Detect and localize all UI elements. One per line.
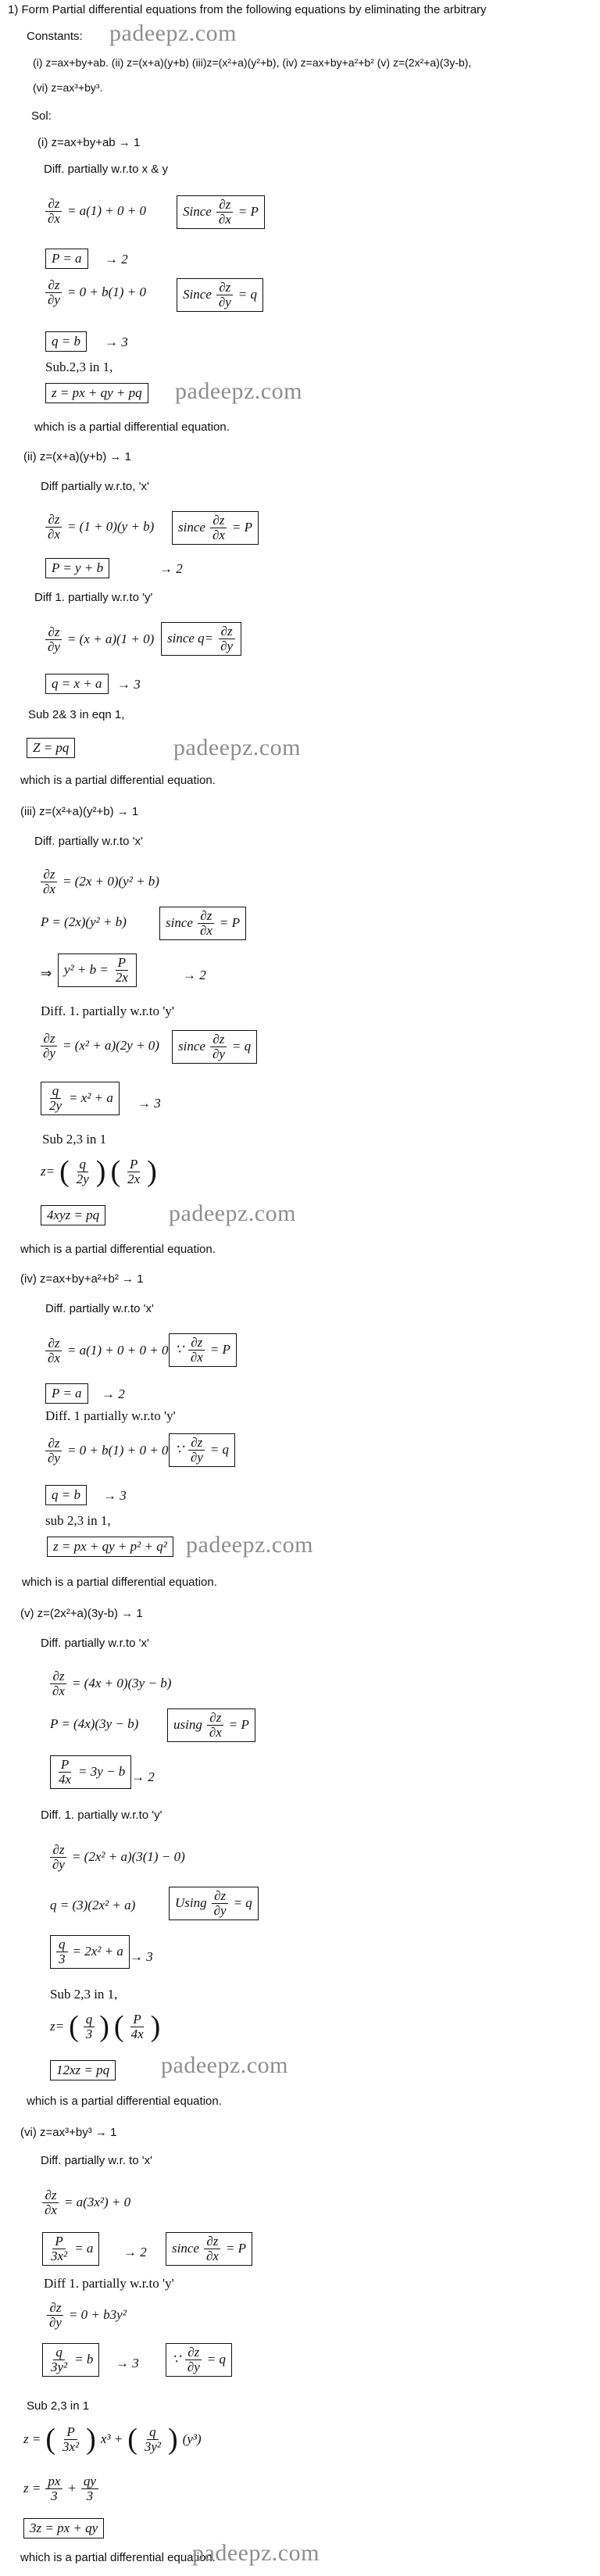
p5-box-1: [50, 1755, 131, 1789]
p5-ref-2: → 2: [131, 1769, 155, 1784]
using-text: using: [173, 1717, 202, 1733]
p5-box-2: [50, 1935, 130, 1969]
p5-diff-label-2: Diff. 1. partially w.r.to 'y': [41, 1809, 162, 1822]
p3-sub: Sub 2,3 in 1: [42, 1132, 107, 1147]
right-paren-icon: ): [168, 2423, 178, 2456]
frac-num: q: [84, 2012, 95, 2027]
p1-result: z = px + qy + pq: [45, 383, 148, 403]
equation-rhs: = q: [206, 2352, 227, 2367]
p4-ref-2: → 2: [102, 1386, 125, 1401]
z-eq: z=: [41, 1164, 55, 1179]
p5-substitution: [50, 2012, 160, 2041]
frac-num: qy: [81, 2474, 98, 2489]
equation-rhs: = P: [231, 520, 252, 535]
frac-den: ∂y: [212, 1046, 225, 1061]
frac-den: ∂x: [209, 1724, 222, 1740]
frac-num: ∂z: [210, 513, 227, 528]
p5-ref-3: → 3: [130, 1949, 153, 1964]
p5-diff-label-1: Diff. partially w.r.to 'x': [41, 1637, 149, 1650]
frac-num: ∂z: [45, 625, 62, 640]
p2-equation-2: [45, 625, 154, 654]
p1-since-box-1: [177, 195, 265, 229]
p6-diff-label-1: Diff. partially w.r. to 'x': [41, 2154, 152, 2167]
p5-equation-2b: q = (3)(2x² + a): [50, 1898, 136, 1912]
since-text: since: [166, 915, 193, 931]
frac-den: ∂x: [212, 527, 225, 542]
equation-rhs: = q: [231, 1039, 252, 1054]
p4-equation-1: [45, 1336, 168, 1365]
frac-den: ∂x: [45, 2202, 57, 2217]
conclusion: which is a partial differential equation.: [22, 1576, 217, 1589]
frac-num: P: [127, 1157, 140, 1172]
p6-box-2: [42, 2343, 99, 2377]
left-paren-icon: (: [127, 2423, 138, 2456]
because-icon: ∵: [172, 2352, 180, 2367]
using-text: Using: [175, 1895, 207, 1911]
frac-den: ∂x: [205, 2248, 219, 2263]
left-paren-icon: (: [113, 2010, 124, 2043]
frac-den: ∂x: [190, 1349, 203, 1365]
p3-ref-3: → 3: [138, 1096, 161, 1111]
p4-sub: sub 2,3 in 1,: [45, 1513, 111, 1528]
implies-icon: ⇒: [41, 966, 52, 981]
frac-num: ∂z: [188, 1436, 205, 1451]
frac-num: ∂z: [207, 1711, 223, 1726]
frac-den: ∂x: [48, 210, 60, 226]
frac-num: ∂z: [50, 1843, 66, 1858]
equation-rhs: = a(1) + 0 + 0 + 0: [66, 1343, 169, 1358]
p2-since-box-1: [172, 511, 259, 545]
equation-rhs: = 0 + b3y²: [68, 2307, 127, 2323]
p6-since-box-2: [166, 2343, 232, 2377]
frac-num: ∂z: [185, 2345, 202, 2360]
frac-num: ∂z: [45, 1336, 62, 1351]
equation-rhs: = P: [209, 1342, 230, 1358]
equation-rhs: = (2x + 0)(y² + b): [62, 874, 159, 889]
p6-title: (vi) z=ax³+by³ → 1: [20, 2126, 117, 2139]
frac-den: 3: [86, 2488, 94, 2503]
p4-diff-label-2: Diff. 1 partially w.r.to 'y': [45, 1408, 176, 1423]
p1-since-box-2: [177, 278, 263, 312]
frac-den: ∂x: [48, 526, 60, 542]
frac-num: ∂z: [188, 1336, 205, 1351]
p3-diff-label-1: Diff. partially w.r.to 'x': [34, 835, 143, 848]
frac-num: P: [52, 2234, 65, 2249]
plus-sign: +: [67, 2481, 77, 2496]
p2-title: (ii) z=(x+a)(y+b) → 1: [23, 450, 131, 463]
p4-title: (iv) z=ax+by+a²+b² → 1: [20, 1272, 144, 1286]
watermark: padeepz.com: [173, 735, 301, 760]
since-text: Since: [183, 204, 212, 220]
p1-sub: Sub.2,3 in 1,: [45, 360, 113, 374]
frac-den: 4x: [130, 2026, 144, 2041]
frac-num: ∂z: [45, 197, 62, 212]
p4-equation-2: [45, 1436, 168, 1465]
frac-den: ∂x: [43, 881, 55, 896]
frac-num: ∂z: [216, 198, 233, 213]
equation-rhs: = (4x + 0)(3y − b): [71, 1676, 172, 1691]
frac-num: P: [59, 1758, 71, 1773]
frac-num: P: [116, 956, 128, 971]
frac-num: ∂z: [45, 1436, 62, 1451]
conclusion: which is a partial differential equation.: [20, 774, 216, 787]
conclusion: which is a partial differential equation.: [27, 2095, 222, 2108]
because-icon: ∵: [175, 1442, 184, 1458]
since-text: Since: [183, 287, 212, 302]
frac-den: 3: [51, 2488, 58, 2503]
equation-rhs: = (2x² + a)(3(1) − 0): [71, 1849, 185, 1865]
frac-den: 3x²: [51, 2248, 68, 2263]
p4-diff-label-1: Diff. partially w.r.to 'x': [45, 1302, 154, 1315]
frac-num: ∂z: [45, 278, 62, 293]
p1-equation-2: [45, 278, 146, 307]
p5-using-box-2: [169, 1887, 259, 1920]
p2-sub: Sub 2& 3 in eqn 1,: [28, 708, 125, 721]
frac-num: ∂z: [41, 868, 57, 882]
frac-num: q: [77, 1157, 89, 1172]
right-paren-icon: ): [95, 1155, 106, 1188]
p5-sub: Sub 2,3 in 1,: [50, 1987, 118, 2002]
frac-den: ∂y: [48, 1450, 60, 1465]
frac-den: ∂x: [218, 211, 231, 227]
p6-diff-label-2: Diff 1. partially w.r.to 'y': [44, 2276, 174, 2291]
frac-den: ∂y: [218, 294, 231, 309]
frac-den: ∂y: [220, 638, 234, 653]
frac-den: 2y: [49, 1097, 62, 1113]
watermark: padeepz.com: [192, 2540, 320, 2566]
equation-rhs: = a(1) + 0 + 0: [66, 203, 146, 219]
equation-rhs: = (x² + a)(2y + 0): [62, 1038, 159, 1054]
left-paren-icon: (: [69, 2010, 79, 2043]
p3-box-2: [41, 1082, 120, 1115]
frac-num: q: [56, 1937, 68, 1952]
p1-box-q: q = b: [45, 331, 87, 352]
p5-using-box-1: [167, 1708, 255, 1742]
p2-diff-label-1: Diff partially w.r.to, 'x': [41, 480, 149, 493]
conclusion: which is a partial differential equation.: [20, 2551, 216, 2564]
p3-diff-label-2: Diff. 1. partially w.r.to 'y': [41, 1004, 174, 1018]
frac-den: 3y²: [51, 2359, 68, 2374]
box-text: = b: [74, 2352, 94, 2367]
frac-den: ∂y: [190, 1449, 203, 1465]
box-text: = x² + a: [69, 1090, 113, 1106]
frac-den: ∂y: [52, 1856, 65, 1872]
p6-box-1: [42, 2232, 99, 2266]
p3-title: (iii) z=(x²+a)(y²+b) → 1: [20, 805, 139, 818]
frac-den: ∂y: [48, 292, 60, 307]
p3-equation-2: [41, 1032, 159, 1061]
equation-rhs: = 0 + b(1) + 0 + 0: [66, 1443, 169, 1458]
x3-term: x³ +: [100, 2431, 123, 2446]
frac-den: 2x: [115, 969, 128, 985]
p5-equation-2: [50, 1843, 185, 1872]
equation-rhs: = P: [225, 2241, 246, 2256]
frac-den: ∂y: [49, 2314, 62, 2330]
p3-substitution: [41, 1157, 157, 1186]
problems-line-1: (i) z=ax+by+ab. (ii) z=(x+a)(y+b) (iii)z=(x²+a)(y²+b), (iv) z=ax+by+a²+b² (v) z=(2x²+a)(3y-b),: [33, 56, 472, 69]
box-text: = a: [74, 2241, 94, 2256]
p2-ref-2: → 2: [159, 561, 183, 576]
watermark: padeepz.com: [161, 2052, 288, 2078]
frac-den: ∂x: [48, 1350, 60, 1365]
p6-equation-1: [42, 2188, 130, 2217]
p5-result: 12xz = pq: [50, 2060, 116, 2080]
p6-since-box-1: [166, 2232, 252, 2266]
equation-rhs: = q: [209, 1442, 230, 1458]
p6-equation-2: [47, 2301, 127, 2330]
p4-result: z = px + qy + p² + q²: [47, 1537, 173, 1557]
p6-substitution: [23, 2424, 202, 2454]
right-paren-icon: ): [99, 2010, 109, 2043]
watermark: padeepz.com: [109, 20, 237, 46]
p6-ref-3: → 3: [116, 2356, 139, 2370]
frac-num: ∂z: [219, 624, 235, 639]
equation-rhs: = P: [238, 204, 259, 220]
frac-den: 2x: [127, 1171, 141, 1186]
frac-num: ∂z: [41, 1032, 57, 1046]
frac-num: q: [147, 2425, 159, 2440]
since-text: since: [178, 520, 205, 535]
frac-den: 3: [59, 1951, 66, 1966]
frac-num: P: [130, 2012, 143, 2027]
frac-den: ∂y: [48, 639, 60, 654]
z-eq: z =: [23, 2481, 41, 2496]
frac-den: ∂y: [187, 2359, 200, 2374]
because-icon: ∵: [175, 1342, 184, 1358]
p5-equation-1: [50, 1669, 171, 1698]
p2-ref-3: → 3: [117, 677, 141, 692]
p1-diff-label: Diff. partially w.r.to x & y: [44, 163, 168, 176]
p5-title: (v) z=(2x²+a)(3y-b) → 1: [20, 1607, 143, 1620]
box-text: = 2x² + a: [72, 1944, 123, 1959]
equation-rhs: = P: [228, 1717, 249, 1733]
frac-den: 2y: [76, 1171, 89, 1186]
p3-equation-1b: P = (2x)(y² + b): [41, 914, 127, 929]
heading: 1) Form Partial differential equations from the following equations by eliminating the arbitrary: [8, 3, 487, 16]
p6-result: 3z = px + qy: [23, 2518, 104, 2538]
left-paren-icon: (: [110, 1155, 121, 1188]
p3-ref-2: → 2: [183, 968, 206, 982]
box-text: = 3y − b: [78, 1764, 126, 1780]
left-paren-icon: (: [59, 1155, 70, 1188]
frac-num: ∂z: [50, 1669, 66, 1684]
p1-box-p: P = a: [45, 249, 88, 269]
equation-rhs: = q: [233, 1895, 252, 1911]
watermark: padeepz.com: [175, 378, 302, 404]
frac-num: q: [53, 2345, 65, 2360]
p1-equation-1: [45, 197, 146, 226]
p2-box-p: P = y + b: [45, 558, 109, 578]
conclusion: which is a partial differential equation.: [34, 420, 230, 434]
equation-rhs: = P: [219, 915, 240, 931]
p1-ref-3: → 3: [105, 335, 128, 349]
sol-label: Sol:: [31, 109, 52, 123]
frac-den: ∂x: [52, 1683, 65, 1698]
equation-rhs: = q: [238, 287, 258, 302]
frac-den: ∂y: [213, 1902, 227, 1918]
frac-num: ∂z: [42, 2188, 59, 2203]
p1-title: (i) z=ax+by+ab → 1: [38, 136, 141, 149]
conclusion: which is a partial differential equation.: [20, 1243, 216, 1256]
watermark: padeepz.com: [169, 1200, 296, 1226]
since-text: since: [178, 1039, 205, 1054]
frac-den: ∂y: [43, 1045, 55, 1061]
p2-result: Z = pq: [27, 738, 75, 758]
p4-ref-3: → 3: [103, 1488, 127, 1503]
equation-rhs: = a(3x²) + 0: [63, 2195, 131, 2210]
p2-diff-label-2: Diff 1. partially w.r.to 'y': [34, 591, 153, 604]
p1-ref-2: → 2: [105, 252, 128, 267]
since-text: since: [172, 2241, 199, 2256]
p4-box-p: P = a: [45, 1383, 88, 1404]
z-eq: z =: [23, 2431, 41, 2446]
constants-label: Constants:: [27, 30, 83, 43]
frac-num: ∂z: [216, 281, 233, 295]
frac-den: 3: [85, 2026, 93, 2041]
right-paren-icon: ): [86, 2423, 96, 2456]
p3-since-box-2: [172, 1030, 257, 1064]
frac-den: ∂x: [199, 922, 212, 938]
p2-since-box-2: [161, 622, 241, 656]
p6-ref-2: → 2: [123, 2245, 147, 2259]
p4-since-box-1: [169, 1333, 237, 1367]
p3-box-1: [58, 953, 137, 987]
p2-equation-1: [45, 513, 154, 542]
frac-num: q: [50, 1084, 62, 1099]
y3-term: (y³): [182, 2431, 202, 2446]
frac-num: ∂z: [47, 2301, 63, 2316]
equation-rhs: = (x + a)(1 + 0): [66, 631, 155, 647]
problems-line-2: (vi) z=ax³+by³.: [33, 81, 103, 94]
frac-num: ∂z: [198, 909, 214, 924]
right-paren-icon: ): [150, 2010, 161, 2043]
right-paren-icon: ): [147, 1155, 157, 1188]
frac-num: ∂z: [204, 2234, 220, 2249]
p4-box-q: q = b: [45, 1485, 87, 1505]
frac-den: 4x: [59, 1771, 72, 1787]
frac-num: ∂z: [210, 1032, 227, 1047]
since-text: since q=: [167, 631, 214, 646]
frac-num: px: [45, 2474, 62, 2489]
p6-simplified: [23, 2474, 98, 2503]
left-paren-icon: (: [45, 2423, 55, 2456]
equation-rhs: = (1 + 0)(y + b): [66, 519, 155, 535]
frac-num: ∂z: [212, 1889, 228, 1904]
z-eq: z=: [50, 2019, 65, 2034]
equation-rhs: = 0 + b(1) + 0: [66, 284, 146, 300]
p2-box-q: q = x + a: [45, 674, 109, 694]
box-text: y² + b =: [64, 962, 109, 978]
p3-equation-1: [41, 868, 159, 896]
frac-num: P: [64, 2425, 77, 2440]
p6-sub: Sub 2,3 in 1: [27, 2399, 90, 2413]
p3-result: 4xyz = pq: [41, 1205, 105, 1225]
frac-den: 3x²: [62, 2438, 80, 2454]
p4-since-box-2: [169, 1433, 235, 1467]
frac-num: ∂z: [45, 513, 62, 528]
frac-den: 3y²: [144, 2438, 161, 2454]
p5-equation-1b: P = (4x)(3y − b): [50, 1716, 139, 1731]
watermark: padeepz.com: [186, 1532, 313, 1558]
p3-since-box-1: [159, 907, 246, 940]
